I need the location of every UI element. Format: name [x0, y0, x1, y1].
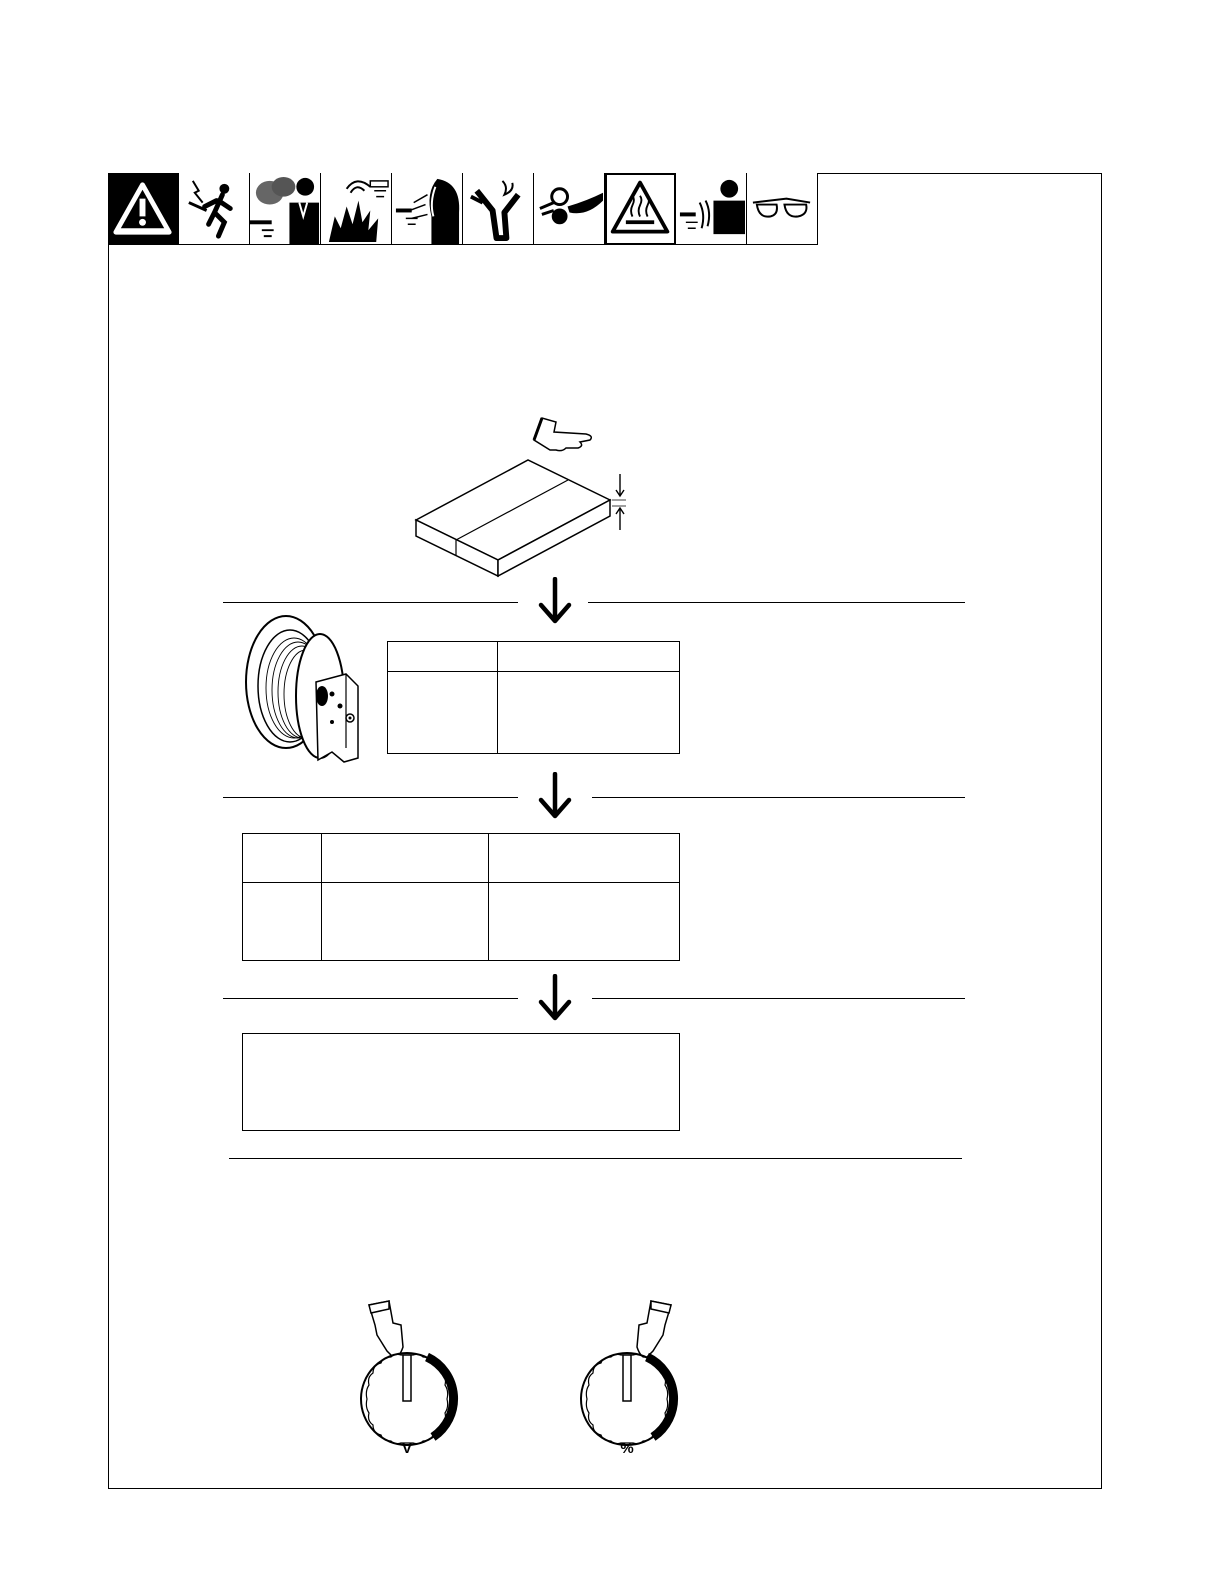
moving-parts-icon — [534, 173, 605, 245]
warning-triangle-icon — [108, 173, 179, 245]
voltage-knob-icon[interactable] — [355, 1295, 465, 1460]
hot-parts-welding-icon — [463, 173, 534, 245]
separator-line — [223, 797, 518, 798]
separator-line — [223, 602, 518, 603]
wire-speed-knob-label: % — [620, 1440, 634, 1457]
fumes-gases-icon — [250, 173, 321, 245]
down-arrow-icon — [535, 577, 575, 625]
separator-line — [592, 998, 965, 999]
notes-box — [242, 1033, 680, 1131]
separator-line — [229, 1158, 962, 1159]
pointing-hand-icon — [534, 418, 591, 451]
down-arrow-icon — [535, 974, 575, 1022]
safety-icon-strip — [108, 173, 818, 245]
wire-spool-illustration — [236, 612, 366, 772]
wire-selection-table — [387, 641, 680, 754]
electric-shock-icon — [179, 173, 250, 245]
fire-explosion-icon — [321, 173, 392, 245]
voltage-knob-label: V — [401, 1440, 412, 1457]
wire-speed-knob-icon[interactable] — [575, 1295, 685, 1460]
hot-surface-icon — [605, 173, 676, 245]
down-arrow-icon — [535, 772, 575, 820]
separator-line — [592, 797, 965, 798]
separator-line — [588, 602, 965, 603]
separator-line — [223, 998, 518, 999]
workpiece-thickness-illustration — [410, 410, 640, 580]
safety-glasses-icon — [747, 173, 818, 245]
settings-table — [242, 833, 680, 961]
arc-rays-icon — [392, 173, 463, 245]
sparks-noise-icon — [676, 173, 747, 245]
page-frame — [108, 173, 1102, 1489]
